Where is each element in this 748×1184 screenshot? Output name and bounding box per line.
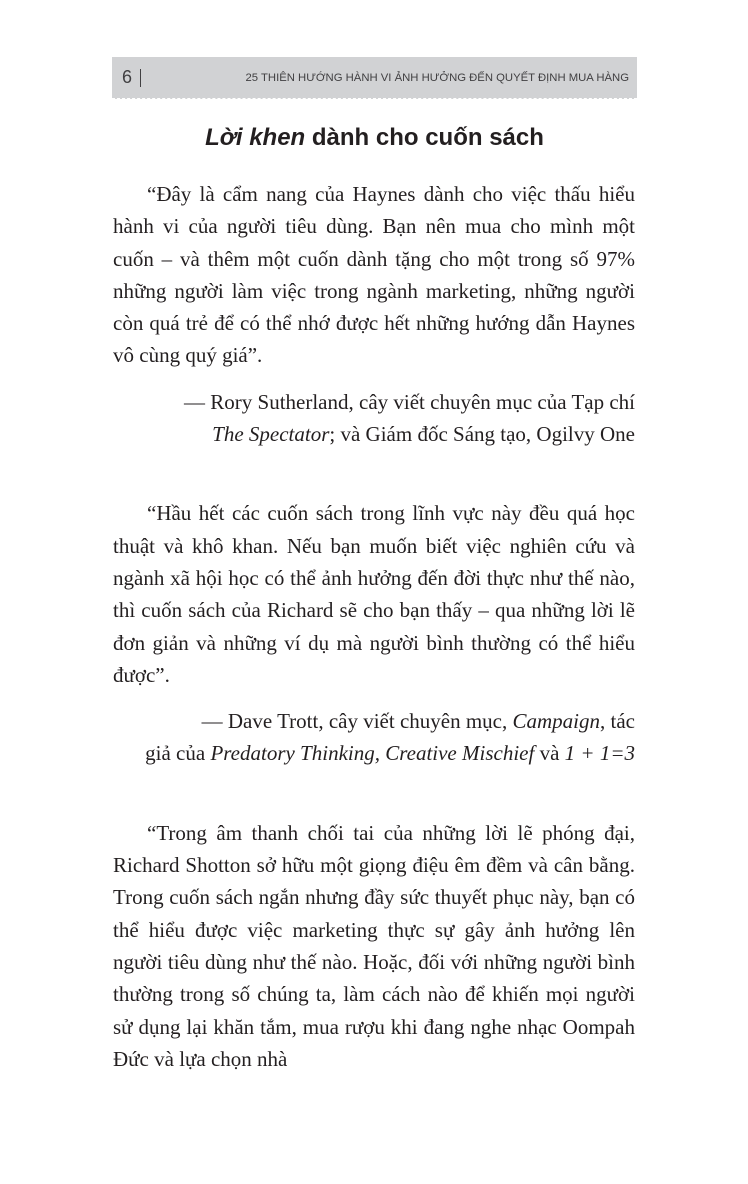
quote-text: “Đây là cẩm nang của Haynes dành cho việc thấu hiểu hành vi của người tiêu dùng. Bạn nên mua cho mình một cuốn – và thêm một cuốn dành tặng cho một trong số 97% những người làm việc trong ngành marketing, những người còn quá trẻ để có thể nhớ được hết những hướng dẫn Haynes vô cùng quý giá”. [113,182,635,368]
quote-block [113,178,635,450]
header-divider [140,69,141,87]
quote-attribution [113,705,635,770]
book-titles: Predatory Thinking, Creative Mischief [210,741,535,766]
page-number: 6 [122,67,133,87]
quote-block [113,497,635,769]
section-title-rest: dành cho cuốn sách [305,124,544,151]
running-header [112,57,637,99]
attribution-line [113,737,635,769]
attribution-line [113,418,635,450]
quote-attribution [113,386,635,451]
attribution-line [113,705,635,737]
attribution-text: , tác [600,709,635,734]
quote-text: “Trong âm thanh chối tai của những lời lẽ phóng đại, Richard Shotton sở hữu một giọng điệu êm đềm và cân bằng. Trong cuốn sách ngắn nhưng đầy sức thuyết phục này, bạn có thể hiểu được việc marketing thực sự gây ảnh hưởng lên người tiêu dùng như thế nào. Hoặc, đối với những người bình thường trong số chúng ta, làm cách nào để khiến mọi người sử dụng lại khăn tắm, mua rượu khi đang nghe nhạc Oompah Đức và lựa chọn nhà [113,820,635,1071]
attribution-text: — Dave Trott, cây viết chuyên mục, [201,709,513,734]
page-content [113,178,635,1075]
attribution-text: giả của [145,741,211,766]
attribution-line: — Rory Sutherland, cây viết chuyên mục của Tạp chí [184,389,635,414]
book-title: 25 THIÊN HƯỚNG HÀNH VI ẢNH HƯỞNG ĐẾN QUYẾT ĐỊNH MUA HÀNG [245,71,629,84]
attribution-text: ; và Giám đốc Sáng tạo, Ogilvy One [329,422,635,447]
section-title-emphasis: Lời khen [205,124,306,151]
quote-block [113,817,635,1075]
attribution-text: và [534,741,565,766]
section-title [112,124,637,152]
publication-title: The Spectator [212,422,330,447]
quote-text: “Hầu hết các cuốn sách trong lĩnh vực này đều quá học thuật và khô khan. Nếu bạn muốn biết việc nghiên cứu và ngành xã hội học có thể ảnh hưởng đến đời thực như thế nào, thì cuốn sách của Richard sẽ cho bạn thấy – qua những lời lẽ đơn giản và những ví dụ mà người bình thường có thể hiểu được”. [113,501,635,687]
book-title-italic: 1 + 1=3 [564,741,635,766]
publication-title: Campaign [512,709,601,734]
